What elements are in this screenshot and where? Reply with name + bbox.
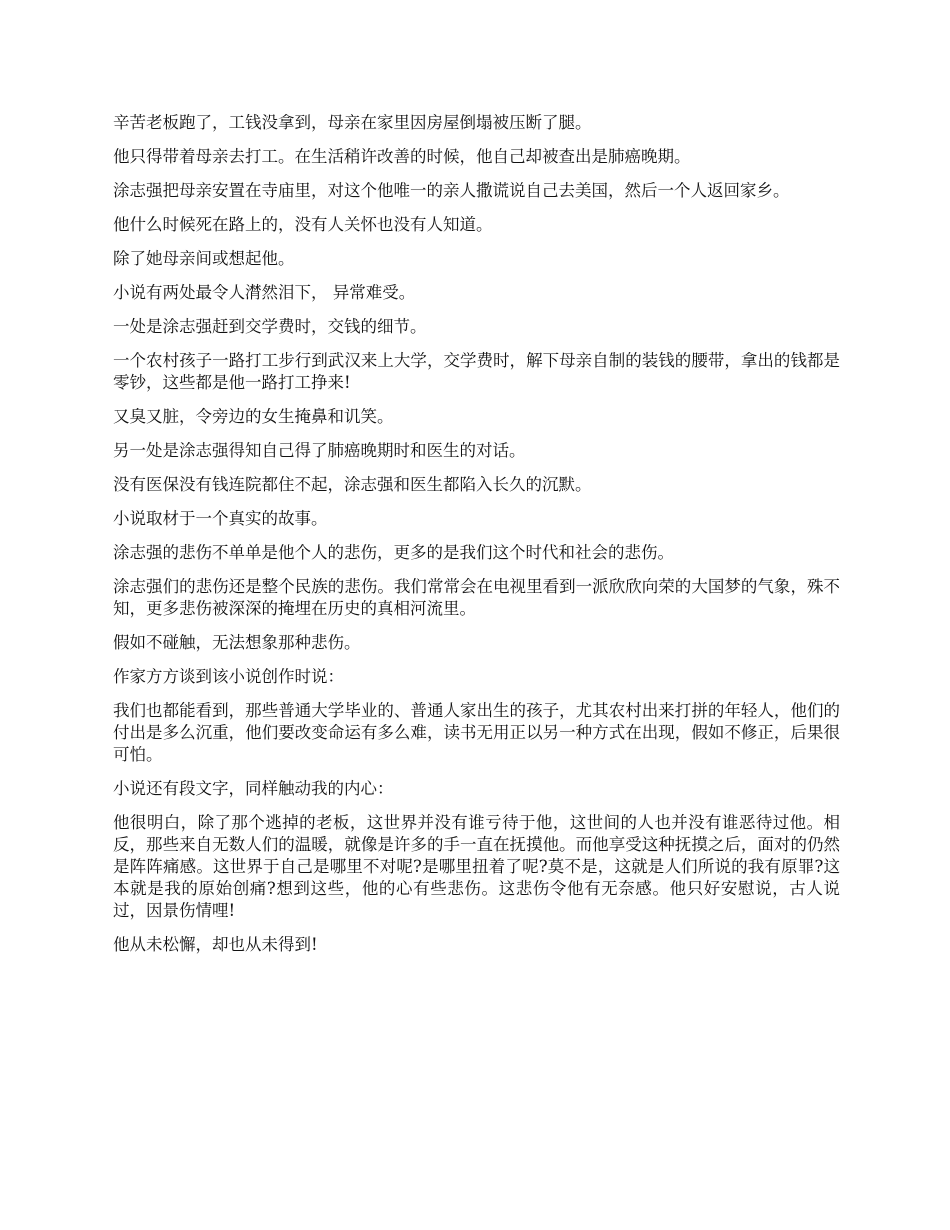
paragraph: 小说有两处最令人潸然泪下， 异常难受。	[113, 283, 416, 302]
paragraph: 他从未松懈，却也从未得到!	[113, 935, 318, 954]
paragraph: 另一处是涂志强得知自己得了肺癌晚期时和医生的对话。	[113, 441, 526, 460]
paragraph: 没有医保没有钱连院都住不起，涂志强和医生都陷入长久的沉默。	[113, 475, 592, 494]
paragraph: 小说还有段文字，同样触动我的内心：	[113, 779, 394, 798]
paragraph: 又臭又脏，令旁边的女生掩鼻和讥笑。	[113, 407, 394, 426]
paragraph: 他什么时候死在路上的，没有人关怀也没有人知道。	[113, 215, 493, 234]
paragraph: 一处是涂志强赶到交学费时，交钱的细节。	[113, 317, 427, 336]
paragraph: 除了她母亲间或想起他。	[113, 249, 295, 268]
paragraph: 我们也都能看到，那些普通大学毕业的、普通人家出生的孩子，尤其农村出来打拼的年轻人，他们的付出是多么沉重，他们要改变命运有多么难，读书无用正以另一种方式在出现，假如不修正，后果很可怕。	[113, 701, 840, 764]
paragraph: 作家方方谈到该小说创作时说：	[113, 667, 344, 686]
paragraph: 他只得带着母亲去打工。在生活稍许改善的时候，他自己却被查出是肺癌晚期。	[113, 147, 691, 166]
paragraph: 他很明白，除了那个逃掉的老板，这世界并没有谁亏待于他，这世间的人也并没有谁恶待过他。相反，那些来自无数人们的温暖，就像是许多的手一直在抚摸他。而他享受这种抚摸之后，面对的仍然是阵阵痛感。这世界于自己是哪里不对呢?是哪里扭着了呢?莫不是，这就是人们所说的我有原罪?这本就是我的原始创痛?想到这些，他的心有些悲伤。这悲伤令他有无奈感。他只好安慰说，古人说过，因景伤情哩!	[113, 813, 840, 920]
paragraph: 小说取材于一个真实的故事。	[113, 509, 328, 528]
paragraph: 涂志强们的悲伤还是整个民族的悲伤。我们常常会在电视里看到一派欣欣向荣的大国梦的气象，殊不知，更多悲伤被深深的掩埋在历史的真相河流里。	[113, 577, 840, 618]
paragraph: 一个农村孩子一路打工步行到武汉来上大学，交学费时，解下母亲自制的装钱的腰带，拿出的钱都是零钞，这些都是他一路打工挣来!	[113, 351, 840, 392]
paragraph: 涂志强的悲伤不单单是他个人的悲伤，更多的是我们这个时代和社会的悲伤。	[113, 543, 674, 562]
paragraph: 假如不碰触，无法想象那种悲伤。	[113, 633, 361, 652]
paragraph: 涂志强把母亲安置在寺庙里，对这个他唯一的亲人撒谎说自己去美国，然后一个人返回家乡。	[113, 181, 790, 200]
paragraph: 辛苦老板跑了，工钱没拿到，母亲在家里因房屋倒塌被压断了腿。	[113, 113, 592, 132]
document-body	[113, 112, 840, 968]
